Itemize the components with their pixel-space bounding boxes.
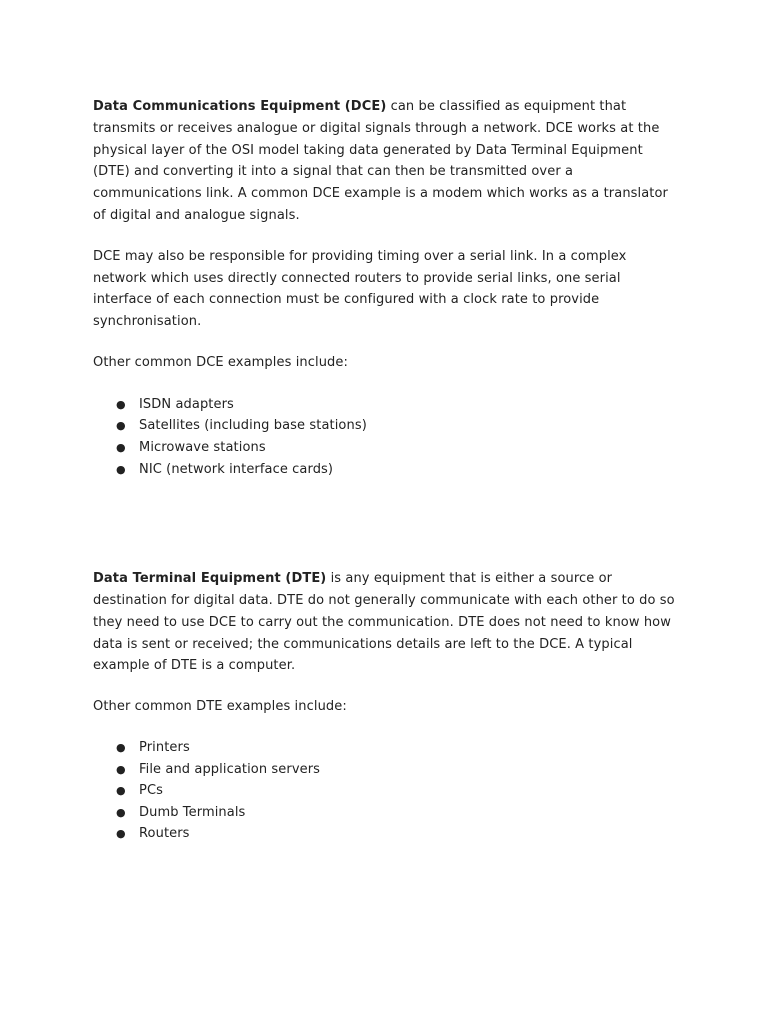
dte-definition: is any equipment that is either a source or destination for digital data. DTE do not generally communicate with each other to do so they need to use DCE to carry out the communication. DTE does not need to know how data is sent or received; the communications details are left to the DCE. A typical example of DTE is a computer. <box>93 571 675 674</box>
list-item: ● Microwave stations <box>93 437 683 459</box>
document-page <box>93 96 683 845</box>
list-item: ● Routers <box>93 823 683 845</box>
bullet-icon: ● <box>116 740 126 754</box>
bullet-icon: ● <box>116 440 126 454</box>
list-item: ● NIC (network interface cards) <box>93 459 683 481</box>
dce-intro-paragraph <box>93 96 683 227</box>
dce-timing-paragraph: DCE may also be responsible for providing timing over a serial link. In a complex network which uses directly connected routers to provide serial links, one serial interface of each connection must be configured with a clock rate to provide synchronisation. <box>93 248 627 330</box>
bullet-icon: ● <box>116 397 126 411</box>
dce-examples-list <box>93 394 683 480</box>
bullet-icon: ● <box>116 419 126 433</box>
bullet-icon: ● <box>116 827 126 841</box>
list-item: ● Satellites (including base stations) <box>93 415 683 437</box>
bullet-icon: ● <box>116 784 126 798</box>
dce-examples-heading: Other common DCE examples include: <box>93 354 348 370</box>
dte-examples-heading: Other common DTE examples include: <box>93 699 347 715</box>
bullet-icon: ● <box>116 762 126 776</box>
dce-term: Data Communications Equipment (DCE) <box>93 99 387 114</box>
bullet-icon: ● <box>116 462 126 476</box>
dte-term: Data Terminal Equipment (DTE) <box>93 571 327 587</box>
list-item: ● Printers <box>93 737 683 759</box>
dce-definition: can be classified as equipment that transmits or receives analogue or digital signals through a network. DCE works at the physical layer of the OSI model taking data generated by Data Terminal Equipment (DTE) and converting it into a signal that can then be transmitted over a communications link. A common DCE example is a modem which works as a translator of digital and analogue signals. <box>93 99 669 223</box>
list-item: ● File and application servers <box>93 759 683 781</box>
dte-examples-list <box>93 737 683 845</box>
list-item: ● Dumb Terminals <box>93 802 683 824</box>
list-item: ● ISDN adapters <box>93 394 683 416</box>
dte-intro-paragraph <box>93 568 683 677</box>
bullet-icon: ● <box>116 805 126 819</box>
list-item: ● PCs <box>93 780 683 802</box>
